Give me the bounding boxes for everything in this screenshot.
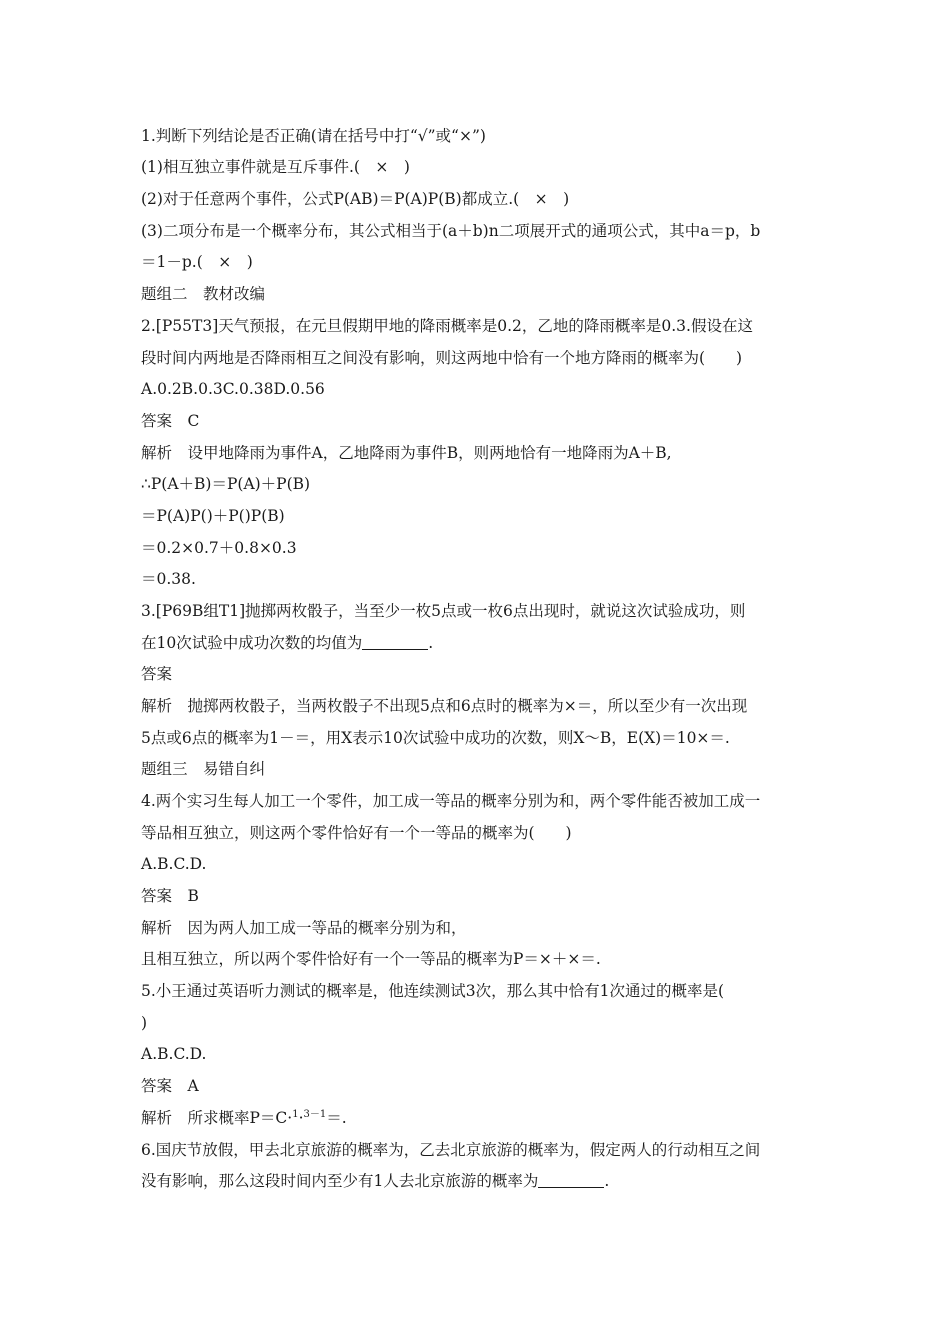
line-8: 段时间内两地是否降雨相互之间没有影响，则这两地中恰有一个地方降雨的概率为( ) xyxy=(141,349,743,367)
line-7: 2.[P55T3]天气预报，在元旦假期甲地的降雨概率是0.2，乙地的降雨概率是0.3.假设在这 xyxy=(141,317,753,335)
answer-blank xyxy=(362,633,428,650)
line-2: (1)相互独立事件就是互斥事件.( × ) xyxy=(141,158,410,176)
line-28: 5.小王通过英语听力测试的概率是，他连续测试3次，那么其中恰有1次通过的概率是( xyxy=(141,982,725,1000)
line-16: 3.[P69B组T1]抛掷两枚骰子，当至少一枚5点或一枚6点出现时，就说这次试验成功，则 xyxy=(141,602,746,620)
line-22: 4.两个实习生每人加工一个零件，加工成一等品的概率分别为和，两个零件能否被加工成一 xyxy=(141,792,761,810)
exp-2: 3－1 xyxy=(303,1109,327,1120)
line-3: (2)对于任意两个事件，公式P(AB)＝P(A)P(B)都成立.( × ) xyxy=(141,190,570,208)
line-21: 题组三 易错自纠 xyxy=(141,760,266,778)
line-31: 答案 A xyxy=(141,1077,199,1095)
line-10: 答案 C xyxy=(141,412,200,430)
line-11: 解析 设甲地降雨为事件A，乙地降雨为事件B，则两地恰有一地降雨为A＋B, xyxy=(141,444,672,462)
line-5: ＝1－p.( × ) xyxy=(141,253,253,271)
line-17-end: . xyxy=(428,634,434,652)
line-32-end: ＝. xyxy=(326,1109,347,1127)
line-34 xyxy=(141,1166,821,1196)
line-29: ) xyxy=(141,1014,148,1032)
line-14: ＝0.2×0.7＋0.8×0.3 xyxy=(141,539,297,557)
line-30: A.B.C.D. xyxy=(141,1045,207,1063)
dot-1: · xyxy=(287,1109,293,1127)
line-13: ＝P(A)P()＋P()P(B) xyxy=(141,507,285,525)
line-34-end: . xyxy=(604,1172,610,1190)
line-23: 等品相互独立，则这两个零件恰好有一个一等品的概率为( ) xyxy=(141,824,572,842)
line-32-text: 解析 所求概率P＝C xyxy=(141,1109,288,1127)
line-20: 5点或6点的概率为1－＝，用X表示10次试验中成功的次数，则X～B，E(X)＝10×＝. xyxy=(141,729,730,747)
line-26: 解析 因为两人加工成一等品的概率分别为和， xyxy=(141,919,467,937)
line-1: 1.判断下列结论是否正确(请在括号中打“√”或“×”) xyxy=(141,127,486,145)
line-27: 且相互独立，所以两个零件恰好有一个一等品的概率为P＝×＋×＝. xyxy=(141,950,601,968)
line-15: ＝0.38. xyxy=(141,570,196,588)
answer-blank-2 xyxy=(538,1171,604,1188)
line-6: 题组二 教材改编 xyxy=(141,285,266,303)
exp-1: 1 xyxy=(292,1109,299,1120)
line-9: A.0.2B.0.3C.0.38D.0.56 xyxy=(141,380,325,398)
line-12: ∴P(A＋B)＝P(A)＋P(B) xyxy=(141,475,311,493)
line-17 xyxy=(141,628,821,658)
line-19: 解析 抛掷两枚骰子，当两枚骰子不出现5点和6点时的概率为×＝，所以至少有一次出现 xyxy=(141,697,748,715)
line-25: 答案 B xyxy=(141,887,199,905)
line-33: 6.国庆节放假，甲去北京旅游的概率为，乙去北京旅游的概率为，假定两人的行动相互之间 xyxy=(141,1141,761,1159)
line-24: A.B.C.D. xyxy=(141,855,207,873)
line-17-text: 在10次试验中成功次数的均值为 xyxy=(141,634,363,652)
line-34-text: 没有影响，那么这段时间内至少有1人去北京旅游的概率为 xyxy=(141,1172,539,1190)
line-32 xyxy=(141,1103,821,1133)
dot-2: · xyxy=(298,1109,304,1127)
line-4: (3)二项分布是一个概率分布，其公式相当于(a＋b)n二项展开式的通项公式，其中a＝p，b xyxy=(141,222,761,240)
line-18: 答案 xyxy=(141,665,173,683)
